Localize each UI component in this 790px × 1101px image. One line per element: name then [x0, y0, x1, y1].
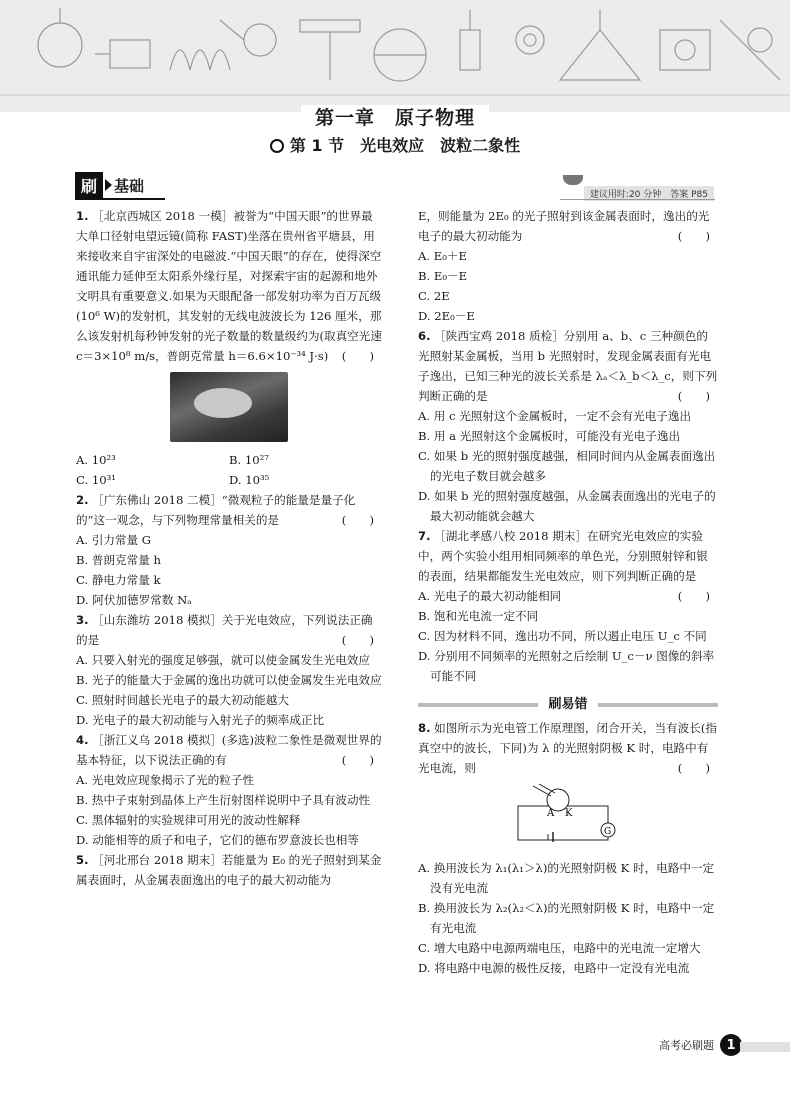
answer-option: B. 普朗克常量 h	[76, 553, 162, 567]
tag-shua: 刷	[75, 172, 103, 199]
header-banner	[0, 0, 790, 112]
question-text	[76, 206, 382, 366]
answer-option: C. 2E	[418, 289, 450, 303]
tag-label: 基础	[114, 176, 145, 195]
right-column	[418, 206, 718, 978]
answer-bracket: ( )	[341, 349, 374, 363]
answer-option: D. 动能相等的质子和电子，它们的德布罗意波长也相等	[76, 833, 359, 847]
answer-option: A. 换用波长为 λ₁(λ₁＞λ)的光照射阴极 K 时，电路中一定没有光电流	[418, 861, 715, 895]
answer-option: B. E₀－E	[418, 269, 468, 283]
answer-bracket: ( )	[677, 589, 710, 603]
answer-option: D. 分别用不同频率的光照射之后绘制 U_c－ν 图像的斜率可能不同	[418, 649, 715, 683]
answer-bracket: ( )	[341, 513, 374, 527]
question-body: ［浙江义乌 2018 模拟］(多选)波粒二象性是微观世界的基本特征，以下说法正确的有	[76, 733, 382, 767]
page-footer	[659, 1034, 742, 1056]
light-ray	[539, 784, 555, 793]
answer-option: A. 用 c 光照射这个金属板时，一定不会有光电子逸出	[418, 409, 692, 423]
anode-label: A	[547, 808, 555, 819]
answer-option: D. 10³⁵	[229, 473, 270, 487]
section-tag	[75, 172, 144, 198]
answer-option-row	[76, 470, 382, 490]
question-number: 8.	[418, 721, 431, 735]
question-text	[76, 610, 382, 650]
cathode-label: K	[565, 808, 573, 819]
question-number: 1.	[76, 209, 89, 223]
answer-option: D. 阿伏加德罗常数 Nₐ	[76, 593, 192, 607]
question-number: 6.	[418, 329, 431, 343]
answer-option: B. 用 a 光照射这个金属板时，可能没有光电子逸出	[418, 429, 681, 443]
question-body: ［广东佛山 2018 二模］“微观粒子的能量是量子化的”这一观念，与下列物理常量相关的是	[76, 493, 356, 527]
question-number: 3.	[76, 613, 89, 627]
answer-option: B. 10²⁷	[229, 453, 269, 467]
question-text	[418, 718, 718, 778]
answer-option: B. 饱和光电流一定不同	[418, 609, 539, 623]
question-text	[76, 490, 382, 530]
answer-option: B. 换用波长为 λ₂(λ₂＜λ)的光照射阴极 K 时，电路中一定有光电流	[418, 901, 715, 935]
answer-option: C. 黑体辐射的实验规律可用光的波动性解释	[76, 813, 301, 827]
answer-option: C. 因为材料不同，逸出功不同，所以遏止电压 U_c 不同	[418, 629, 707, 643]
telescope-photo	[170, 372, 288, 442]
question-body: ［山东潍坊 2018 模拟］关于光电效应，下列说法正确的是	[76, 613, 373, 647]
dish-shape	[194, 388, 252, 418]
answer-option: A. 光电子的最大初动能相同	[418, 589, 562, 603]
physics-sketch-illustration	[0, 0, 790, 112]
question-body: ［河北邢台 2018 期末］若能量为 E₀ 的光子照射到某金属表面时，从金属表面逸出的电子的最大初动能为	[76, 853, 382, 887]
footer-bar	[740, 1042, 790, 1052]
section-divider	[418, 694, 718, 714]
time-hint: 建议用时:20 分钟 答案 P85	[584, 186, 714, 201]
divider-label: 刷易错	[538, 697, 597, 712]
question-body: 如图所示为光电管工作原理图，闭合开关，当有波长(指真空中的波长，下同)为 λ 的光照射阴极 K 时，电路中有光电流，则	[418, 721, 717, 775]
answer-bracket: ( )	[677, 761, 710, 775]
light-ray	[533, 786, 551, 796]
question-body: E，则能量为 2E₀ 的光子照射到该金属表面时，逸出的光电子的最大初动能为	[418, 209, 710, 243]
gear-icon	[270, 139, 284, 153]
question-text	[76, 850, 382, 890]
answer-option: A. 只要入射光的强度足够强，就可以使金属发生光电效应	[76, 653, 370, 667]
hint-underline	[560, 199, 715, 200]
answer-bracket: ( )	[677, 229, 710, 243]
answer-option: D. 2E₀－E	[418, 309, 475, 323]
answer-option: C. 10³¹	[76, 473, 116, 487]
answer-option: A. 光电效应现象揭示了光的粒子性	[76, 773, 255, 787]
question-body: ［湖北孝感八校 2018 期末］在研究光电效应的实验中，两个实验小组用相同频率的单色光，分别照射锌和银的表面，结果都能发生光电效应，则下列判断正确的是	[418, 529, 708, 583]
answer-option: D. 如果 b 光的照射强度越强，从金属表面逸出的光电子的最大初动能就会越大	[418, 489, 716, 523]
question-text	[418, 326, 718, 406]
footer-brand: 高考必刷题	[659, 1039, 714, 1052]
question-body: ［北京西城区 2018 一模］被誉为“中国天眼”的世界最大单口径射电望远镜(简称 FAST)坐落在贵州省平塘县，用来接收来自宇宙深处的电磁波.“中国天眼”的存在，使得深空通讯能力延伸至太阳系外缘行星，对探索宇宙的起源和地外文明具有重要意义.如果为天眼配备一部发射功率为百万瓦级(10⁶ W)的发射机，其发射的无线电波波长为 126 厘米，那么该发射机每秒钟发射的光子数量的数量级约为(取真空光速 c＝3×10⁸ m/s，普朗克常量 h＝6.6×10⁻³⁴ J·s)	[76, 209, 382, 363]
phototube-circuit-diagram	[513, 784, 623, 848]
answer-option: D. 光电子的最大初动能与入射光子的频率成正比	[76, 713, 325, 727]
answer-bracket: ( )	[341, 753, 374, 767]
page-number: 1	[720, 1034, 742, 1056]
answer-option: D. 将电路中电源的极性反接，电路中一定没有光电流	[418, 961, 690, 975]
question-number: 4.	[76, 733, 89, 747]
answer-option: B. 热中子束射到晶体上产生衍射图样说明中子具有波动性	[76, 793, 371, 807]
answer-option: B. 光子的能量大于金属的逸出功就可以使金属发生光电效应	[76, 673, 382, 687]
section-title: 第 1 节 光电效应 波粒二象性	[0, 133, 790, 156]
answer-option: A. E₀＋E	[418, 249, 467, 263]
answer-option-row	[76, 450, 382, 470]
question-number: 5.	[76, 853, 89, 867]
answer-option: C. 增大电路中电源两端电压，电路中的光电流一定增大	[418, 941, 701, 955]
question-body: ［陕西宝鸡 2018 质检］分别用 a、b、c 三种颜色的光照射某金属板，当用 b 光照射时，发现金属表面有光电子逸出，已知三种光的波长关系是 λₐ＜λ_b＜λ_c，则下列判断正确的是	[418, 329, 718, 403]
question-number: 7.	[418, 529, 431, 543]
answer-bracket: ( )	[677, 389, 710, 403]
tag-underline	[75, 198, 165, 200]
answer-option: A. 10²³	[76, 453, 116, 467]
pot-icon	[563, 175, 583, 185]
circuit-wire	[518, 806, 608, 840]
galvanometer-label: G	[604, 827, 612, 837]
answer-option: C. 如果 b 光的照射强度越强，相同时间内从金属表面逸出的光电子数目就会越多	[418, 449, 716, 483]
question-number: 2.	[76, 493, 89, 507]
answer-option: C. 静电力常量 k	[76, 573, 161, 587]
answer-bracket: ( )	[341, 633, 374, 647]
chapter-title: 第一章 原子物理	[0, 103, 790, 130]
arrow-icon	[105, 179, 112, 191]
question-text	[418, 206, 718, 246]
left-column	[76, 206, 382, 890]
answer-option: A. 引力常量 G	[76, 533, 152, 547]
answer-option: C. 照射时间越长光电子的最大初动能越大	[76, 693, 289, 707]
question-text	[76, 730, 382, 770]
